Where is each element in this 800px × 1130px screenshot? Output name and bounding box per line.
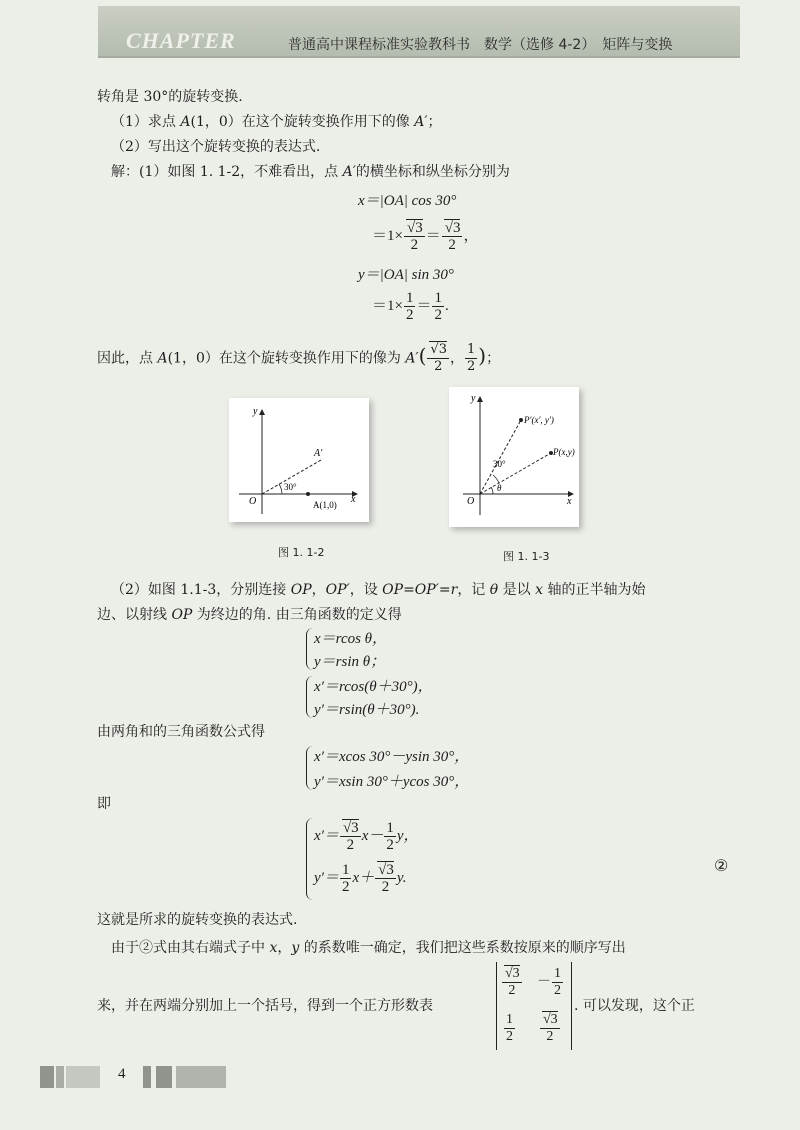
- brace-system-4: [306, 818, 313, 900]
- equation-x-prime-expand: x′＝xcos 30°－ysin 30°，: [314, 749, 470, 765]
- footer-bar-6: [176, 1066, 226, 1088]
- angle-label: 30°: [493, 459, 506, 469]
- text-line-11: 由于②式由其右端式子中 x，y 的系数唯一确定，我们把这些系数按原来的顺序写出: [111, 940, 626, 956]
- angle-arc: [279, 484, 282, 494]
- equation-y-prime-polar: y′＝rsin(θ＋30°).: [314, 702, 420, 718]
- figure-1-1-2-svg: [229, 398, 369, 522]
- text-line-7: 边、以射线 OP 为终边的角. 由三角函数的定义得: [97, 607, 402, 623]
- equation-number-2: ②: [714, 856, 729, 875]
- text-line-2: （1）求点 A(1，0）在这个旋转变换作用下的像 A′；: [111, 114, 442, 130]
- angle-label: 30°: [284, 482, 297, 492]
- text-line-4: 解：(1）如图 1. 1-2，不难看出，点 A′的横坐标和纵坐标分别为: [111, 164, 510, 180]
- page-number: 4: [118, 1066, 126, 1082]
- figure-1-1-2: [229, 398, 369, 522]
- text-line-1: 转角是 30°的旋转变换.: [97, 89, 243, 105]
- footer-bar-5: [156, 1066, 172, 1088]
- equation-x-polar: x＝rcos θ，: [314, 631, 388, 647]
- equation-y-def: y＝|OA| sin 30°: [358, 267, 454, 283]
- equation-result-x: x′＝ $\frac{√3}{2}$ x－ $\frac{1}{2}$ y，: [314, 820, 419, 853]
- point-p-prime: [519, 418, 523, 422]
- ray-op: [480, 453, 551, 494]
- a-label: A(1,0): [313, 500, 337, 510]
- page-header: [98, 6, 740, 58]
- brace-system-1: [306, 628, 313, 670]
- text-line-12a: 来，并在两端分别加上一个括号，得到一个正方形数表: [97, 998, 433, 1014]
- footer-bar-1: [40, 1066, 54, 1088]
- footer-bar-3: [66, 1066, 100, 1088]
- theta-label: θ: [497, 483, 502, 493]
- figure-1-1-2-caption: 图 1. 1-2: [278, 546, 325, 559]
- p-label: P(x,y): [553, 447, 575, 457]
- equation-y-prime-expand: y′＝xsin 30°＋ycos 30°，: [314, 774, 470, 790]
- footer-bar-2: [56, 1066, 64, 1088]
- text-line-8: 由两角和的三角函数公式得: [97, 724, 265, 740]
- equation-result-y: y′＝ $\frac{1}{2}$ x＋ $\frac{√3}{2}$ y.: [314, 862, 407, 895]
- text-line-10: 这就是所求的旋转变换的表达式.: [97, 912, 298, 928]
- x-label: x: [567, 496, 572, 507]
- a-prime-label: A′: [314, 448, 323, 459]
- matrix-a11: $\frac{√3}{2}$: [501, 966, 523, 999]
- text-line-5: 因此，点 A(1，0）在这个旋转变换作用下的像为 A′( $\frac{√3}{2}$ ， $\frac{1}{2}$ )；: [97, 342, 501, 374]
- equation-x-prime-polar: x′＝rcos(θ＋30°)，: [314, 679, 433, 695]
- text-line-12b: . 可以发现，这个正: [574, 998, 695, 1014]
- point-a: [306, 492, 310, 496]
- book-title: 普通高中课程标准实验教科书 数学（选修 4-2） 矩阵与变换: [288, 37, 673, 53]
- figure-1-1-3-caption: 图 1. 1-3: [503, 550, 550, 563]
- footer-bar-4: [143, 1066, 151, 1088]
- equation-y-polar: y＝rsin θ；: [314, 654, 386, 670]
- y-label: y: [471, 393, 476, 404]
- origin-label: O: [249, 496, 257, 507]
- brace-system-3: [306, 746, 313, 790]
- origin-label: O: [467, 496, 475, 507]
- x-label: x: [351, 494, 356, 505]
- coefficient-matrix: [496, 962, 572, 1050]
- matrix-a12: － $\frac{1}{2}$: [537, 966, 561, 998]
- figure-1-1-3-svg: [449, 387, 579, 527]
- equation-x-def: x＝|OA| cos 30°: [358, 193, 457, 209]
- angle-arc-theta: [491, 487, 493, 494]
- text-line-6: （2）如图 1.1-3，分别连接 OP，OP′，设 OP=OP′=r，记 θ 是以 x 轴的正半轴为始: [111, 582, 646, 598]
- figure-1-1-3: [449, 387, 579, 527]
- angle-arc-30: [493, 475, 499, 483]
- equation-x-value: ＝1× $\frac{√3}{2}$ ＝ $\frac{√3}{2}$ ，: [372, 220, 479, 253]
- p-prime-label: P′(x′, y′): [524, 415, 554, 425]
- chapter-label: CHAPTER: [126, 28, 236, 53]
- brace-system-2: [306, 676, 313, 718]
- text-line-3: （2）写出这个旋转变换的表达式.: [111, 139, 321, 155]
- matrix-a21: $\frac{1}{2}$: [506, 1012, 513, 1044]
- equation-y-value: ＝1× $\frac{1}{2}$ ＝ $\frac{1}{2}$ .: [372, 290, 449, 323]
- text-line-9: 即: [97, 796, 111, 812]
- y-label: y: [253, 406, 258, 417]
- matrix-a22: $\frac{√3}{2}$: [539, 1012, 561, 1045]
